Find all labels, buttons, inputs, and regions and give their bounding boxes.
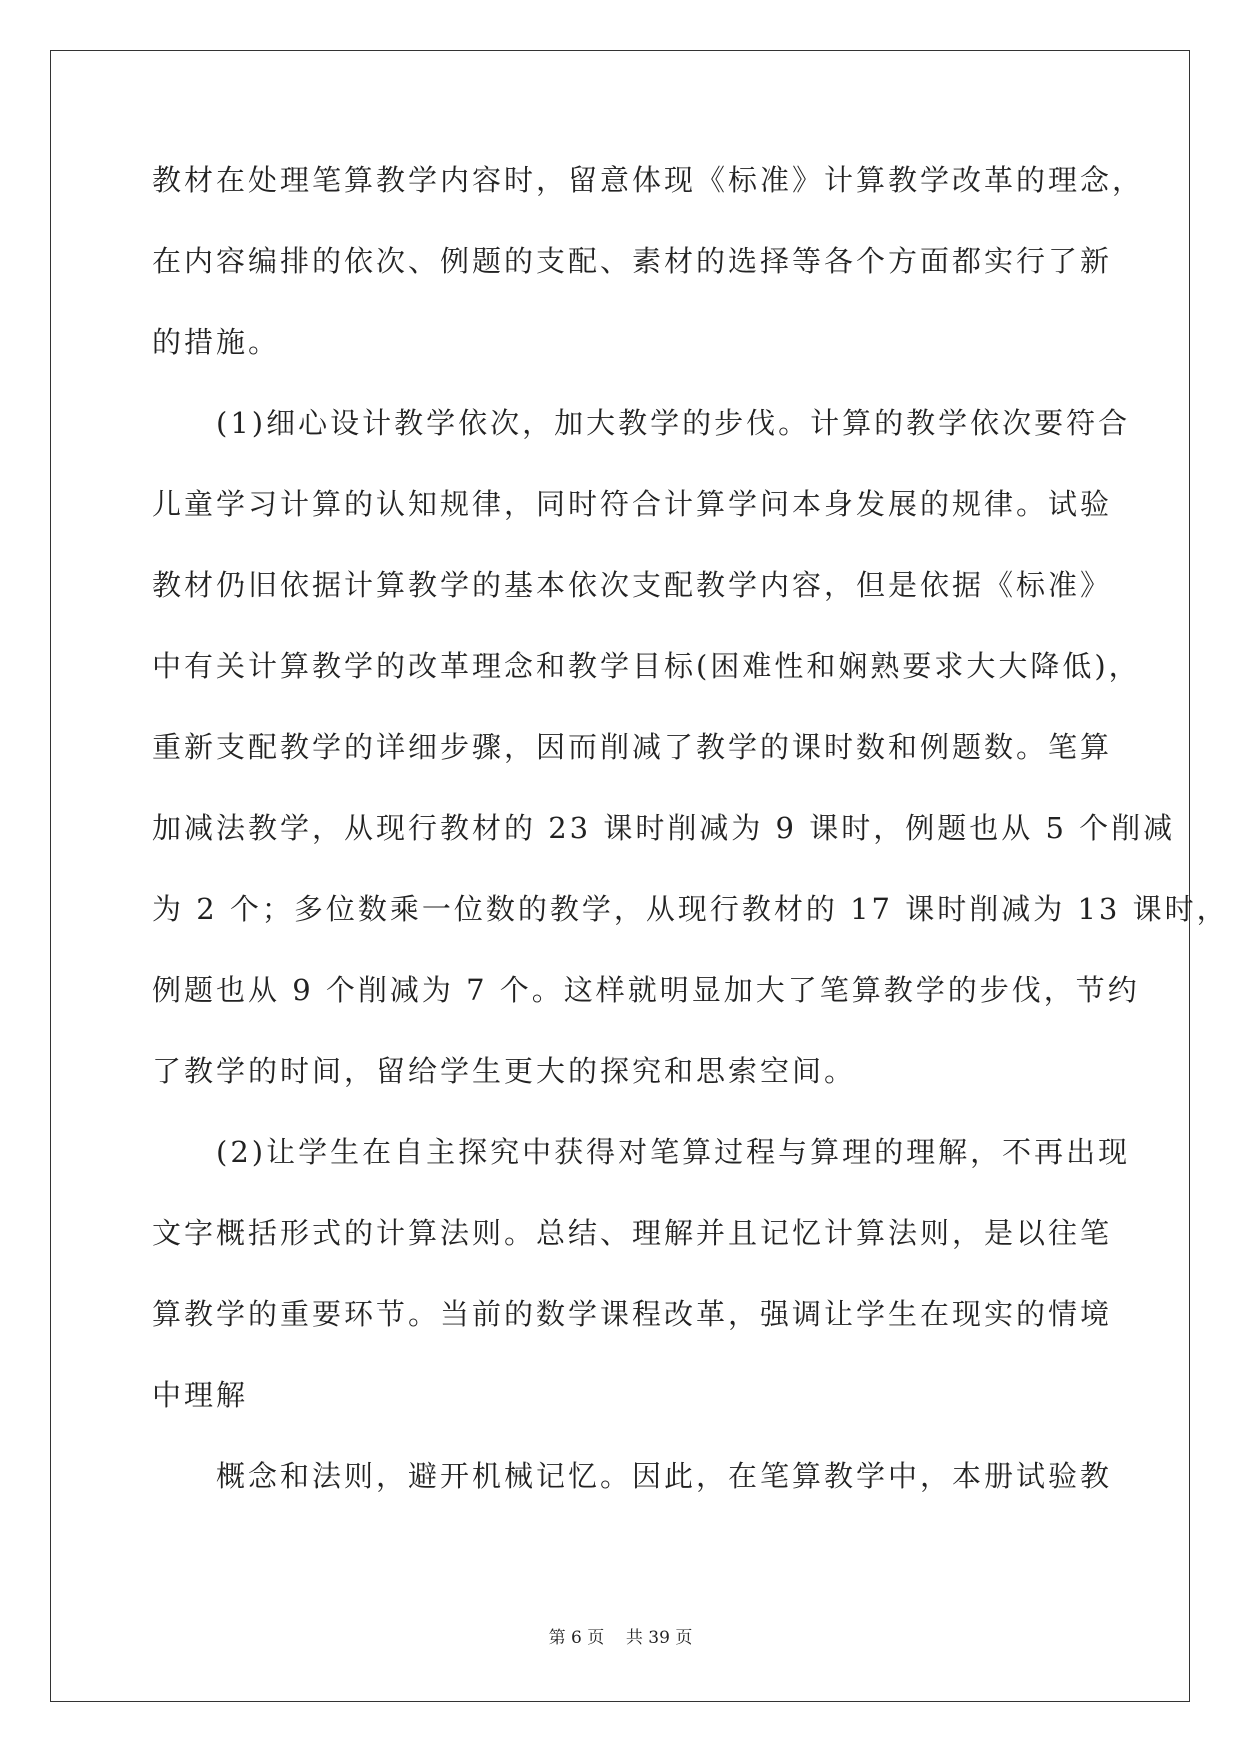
- paragraph-start-line: (2)让学生在自主探究中获得对笔算过程与算理的理解，不再出现: [216, 1135, 1131, 1169]
- paragraph-start-line: (1)细心设计教学依次，加大教学的步伐。计算的教学依次要符合: [216, 406, 1131, 440]
- text-line: 加减法教学，从现行教材的 23 课时削减为 9 课时，例题也从 5 个削减: [152, 811, 1176, 845]
- text-line: 为 2 个；多位数乘一位数的教学，从现行教材的 17 课时削减为 13 课时，: [152, 892, 1229, 926]
- text-line: 中理解: [152, 1378, 249, 1412]
- document-body: [152, 160, 1229, 1537]
- text-line: 重新支配教学的详细步骤，因而削减了教学的课时数和例题数。笔算: [152, 730, 1113, 764]
- text-line: 算教学的重要环节。当前的数学课程改革，强调让学生在现实的情境: [152, 1297, 1113, 1331]
- text-line: 在内容编排的依次、例题的支配、素材的选择等各个方面都实行了新: [152, 244, 1113, 278]
- text-line: 教材在处理笔算教学内容时，留意体现《标准》计算教学改革的理念，: [152, 163, 1145, 197]
- text-line: 中有关计算教学的改革理念和教学目标(困难性和娴熟要求大大降低)，: [152, 649, 1141, 683]
- text-line: 了教学的时间，留给学生更大的探究和思索空间。: [152, 1054, 857, 1088]
- paragraph-start-line: 概念和法则，避开机械记忆。因此，在笔算教学中，本册试验教: [216, 1459, 1113, 1493]
- text-line: 例题也从 9 个削减为 7 个。这样就明显加大了笔算教学的步伐，节约: [152, 973, 1140, 1007]
- text-line: 儿童学习计算的认知规律，同时符合计算学问本身发展的规律。试验: [152, 487, 1113, 521]
- text-line: 的措施。: [152, 325, 281, 359]
- page-number-footer: 第 6 页 共 39 页: [548, 1628, 693, 1648]
- text-line: 教材仍旧依据计算教学的基本依次支配教学内容，但是依据《标准》: [152, 568, 1113, 602]
- text-line: 文字概括形式的计算法则。总结、理解并且记忆计算法则，是以往笔: [152, 1216, 1113, 1250]
